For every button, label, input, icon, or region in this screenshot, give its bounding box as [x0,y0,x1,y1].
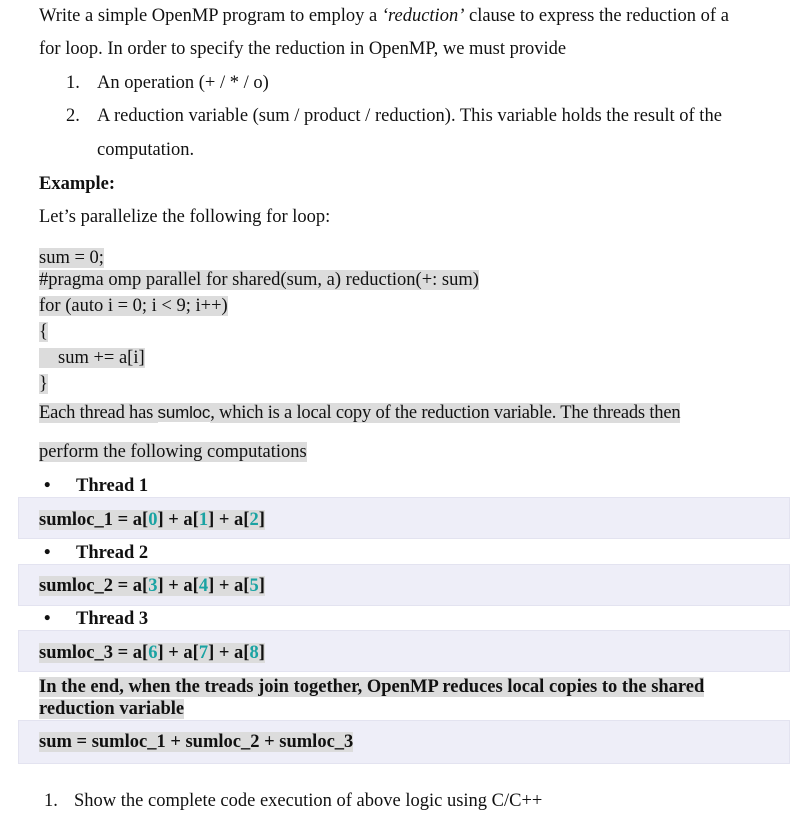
thread-3-lhs: sumloc_3 = a[ [39,643,149,663]
thread-1-mid-1: ] + a[ [157,510,199,530]
thread-1-formula [39,509,265,531]
requirement-1-number: 1. [66,73,80,93]
thread-1-index-1: 0 [148,510,158,530]
code-line-1 [39,247,104,269]
thread-2-end: ] [258,576,265,596]
thread-1-bullet: • [44,476,51,496]
thread-1-lhs: sumloc_1 = a[ [39,510,149,530]
explain-text-after: , which is a local copy of the reduction variable. The threads then [210,403,681,423]
intro-text-after: clause to express the reduction of a [464,6,729,26]
code-line-5-text: sum += a[i] [39,348,145,368]
conclusion-line-2 [39,698,184,720]
task-text: Show the complete code execution of above logic using C/C++ [74,791,543,811]
reduction-term: ‘reduction’ [381,6,465,26]
code-line-3 [39,295,228,317]
example-lead: Let’s parallelize the following for loop: [39,207,331,227]
code-line-4-text: { [39,322,48,342]
code-line-2-text: #pragma omp parallel for shared(sum, a) reduction(+: sum) [39,270,479,290]
final-formula [39,731,353,753]
intro-text-before: Write a simple OpenMP program to employ a [39,6,382,26]
example-heading: Example: [39,174,116,194]
thread-2-mid-1: ] + a[ [157,576,199,596]
intro-line-2: for loop. In order to specify the reduction in OpenMP, we must provide [39,39,567,59]
requirement-1-text: An operation (+ / * / o) [97,73,269,93]
thread-3-formula [39,642,265,664]
intro-line-1 [39,5,729,27]
task-number: 1. [44,791,58,811]
thread-3-formula-highlight [39,643,265,663]
requirement-2-number: 2. [66,106,80,126]
thread-3-mid-2: ] + a[ [208,643,250,663]
thread-2-bullet: • [44,543,51,563]
requirement-2-continuation: computation. [97,140,195,160]
thread-2-mid-2: ] + a[ [208,576,250,596]
thread-2-index-2: 4 [198,576,209,596]
explain-line-1 [39,402,680,424]
thread-1-formula-highlight [39,510,265,530]
code-line-6-text: } [39,374,48,394]
code-line-2 [39,269,479,291]
requirement-2-text: A reduction variable (sum / product / reduction). This variable holds the result of the [97,106,722,126]
thread-1-label: Thread 1 [76,476,149,496]
thread-3-index-3: 8 [249,643,259,663]
conclusion-line-1 [39,676,704,698]
thread-2-formula-highlight [39,576,265,596]
thread-3-index-2: 7 [198,643,209,663]
code-line-4 [39,321,48,343]
thread-3-end: ] [258,643,265,663]
final-formula-text: sum = sumloc_1 + sumloc_2 + sumloc_3 [39,732,354,752]
conclusion-line-1-text: In the end, when the treads join together, OpenMP reduces local copies to the shared [39,677,705,697]
thread-1-mid-2: ] + a[ [208,510,250,530]
thread-2-index-1: 3 [148,576,158,596]
thread-2-lhs: sumloc_2 = a[ [39,576,149,596]
thread-3-bullet: • [44,609,51,629]
conclusion-line-2-text: reduction variable [39,699,185,719]
code-line-1-text: sum = 0; [39,248,104,268]
explain-line-2 [39,441,307,463]
thread-3-mid-1: ] + a[ [157,643,199,663]
thread-3-label: Thread 3 [76,609,149,629]
thread-1-index-2: 1 [198,510,209,530]
thread-1-index-3: 2 [249,510,259,530]
code-line-6 [39,373,48,395]
sumloc-term: sumloc [157,403,211,422]
thread-2-label: Thread 2 [76,543,149,563]
thread-1-end: ] [258,510,265,530]
code-line-5 [39,347,145,369]
thread-2-formula [39,575,265,597]
explain-line-2-text: perform the following computations [39,442,307,462]
explain-text-before: Each thread has [39,403,158,423]
code-line-3-text: for (auto i = 0; i < 9; i++) [39,296,228,316]
thread-2-index-3: 5 [249,576,259,596]
thread-3-index-1: 6 [148,643,158,663]
